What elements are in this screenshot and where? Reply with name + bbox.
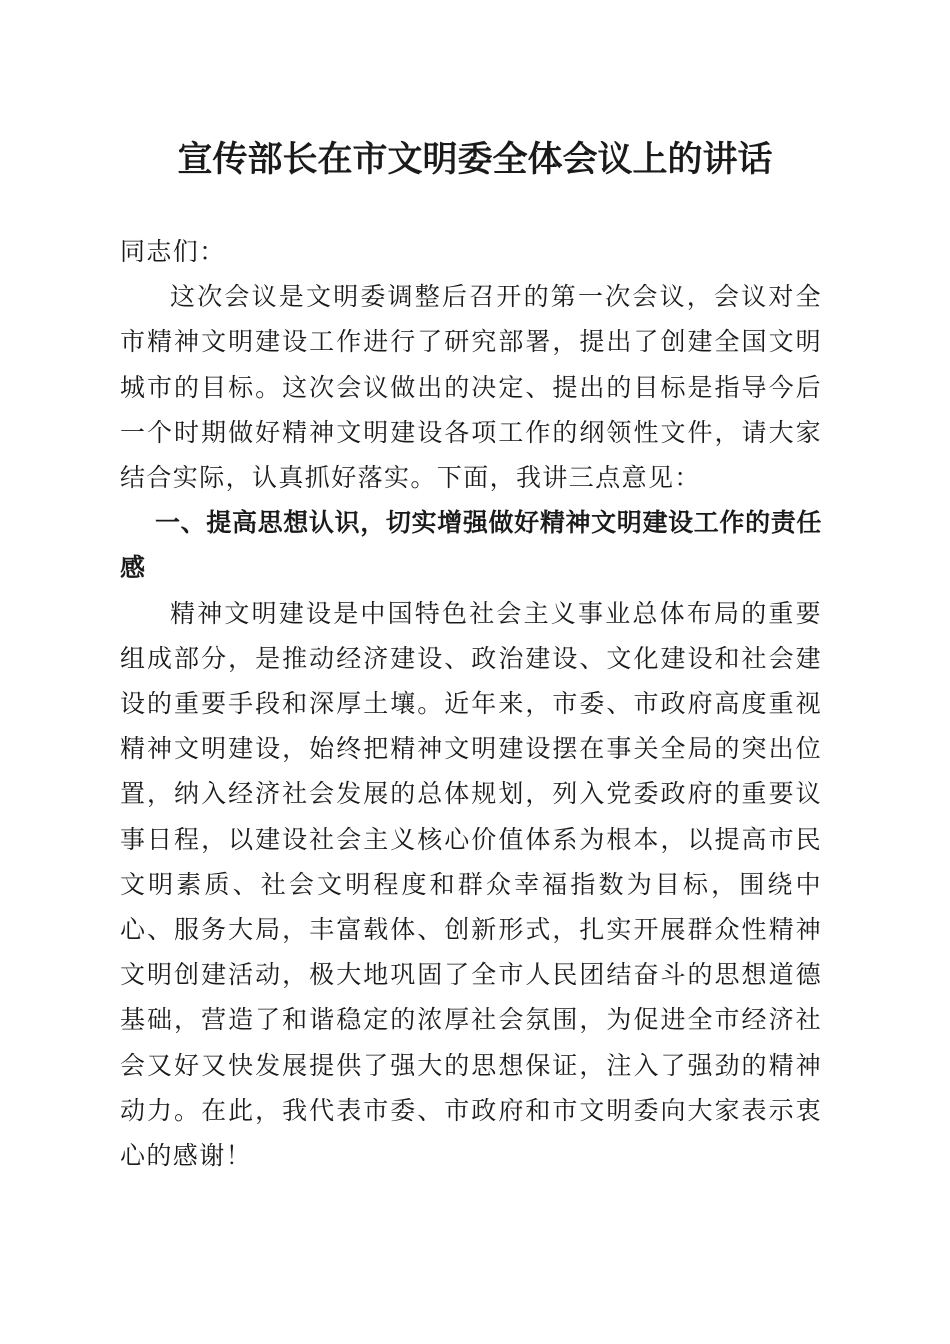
intro-paragraph: 这次会议是文明委调整后召开的第一次会议，会议对全市精神文明建设工作进行了研究部署，提出了创建全国文明城市的目标。这次会议做出的决定、提出的目标是指导今后一个时期做好精神文明建设各项工作的纲领性文件，请大家结合实际，认真抓好落实。下面，我讲三点意见： — [120, 282, 822, 493]
document-title: 宣传部长在市文明委全体会议上的讲话 — [177, 139, 773, 180]
section-paragraph: 精神文明建设是中国特色社会主义事业总体布局的重要组成部分，是推动经济建设、政治建设、文化建设和社会建设的重要手段和深厚土壤。近年来，市委、市政府高度重视精神文明建设，始终把精神文明建设摆在事关全局的突出位置，纳入经济社会发展的总体规划，列入党委政府的重要议事日程，以建设社会主义核心价值体系为根本，以提高市民文明素质、社会文明程度和群众幸福指数为目标，围绕中心、服务大局，丰富载体、创新形式，扎实开展群众性精神文明创建活动，极大地巩固了全市人民团结奋斗的思想道德基础，营造了和谐稳定的浓厚社会氛围，为促进全市经济社会又好又快发展提供了强大的思想保证，注入了强劲的精神动力。在此，我代表市委、市政府和市文明委向大家表示衷心的感谢！ — [120, 598, 822, 1171]
section-heading: 一、提高思想认识，切实增强做好精神文明建设工作的责任感 — [120, 508, 822, 583]
document-body — [120, 229, 822, 1178]
salutation: 同志们： — [120, 237, 226, 266]
